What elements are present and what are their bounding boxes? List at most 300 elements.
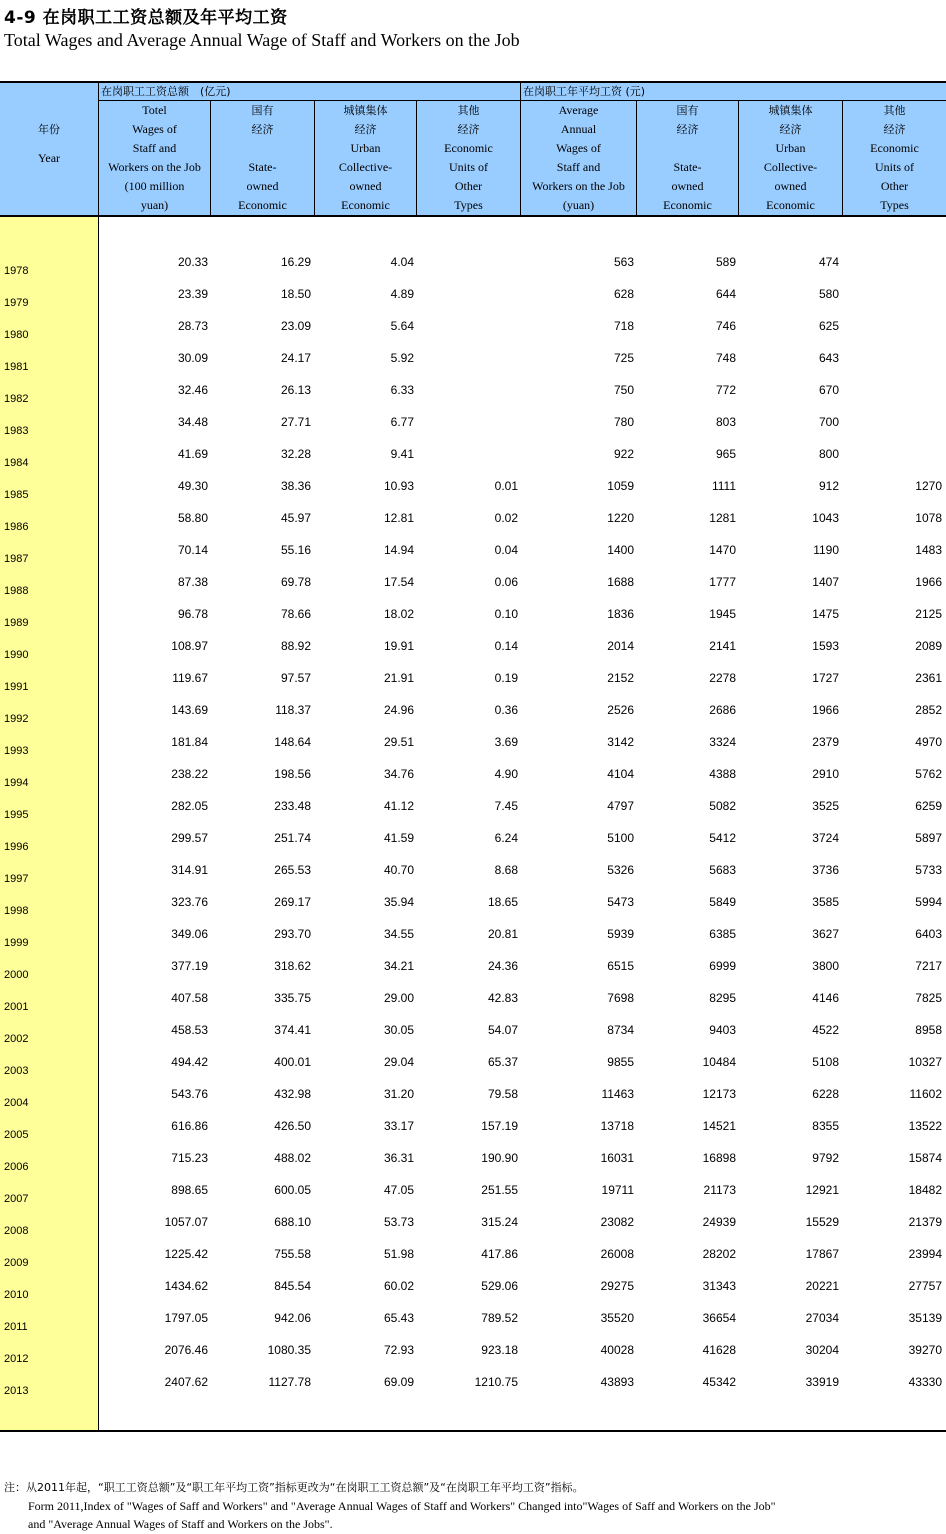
value-cell: 40.70 [383,863,414,877]
value-cell: 6.77 [390,415,414,429]
value-cell: 5683 [709,863,736,877]
value-cell: 8355 [812,1119,839,1133]
column-header-line: Workers on the Job [532,179,625,193]
value-cell: 34.76 [383,767,414,781]
note-cn: 注：从2011年起，“职工工资总额”及“职工年平均工资”指标更改为“在岗职工工资总额”及“在岗职工年平均工资”指标。 [4,1481,584,1494]
column-header-line: 经济 [779,123,802,136]
value-cell: 6.24 [494,831,518,845]
table-row [0,1087,946,1119]
table-row [0,1343,946,1375]
value-cell: 1190 [813,543,839,557]
value-cell: 688.10 [274,1215,311,1229]
year-cell: 2010 [4,1289,29,1301]
value-cell: 8734 [607,1023,634,1037]
value-cell: 1078 [915,511,942,525]
value-cell: 318.62 [274,959,311,973]
value-cell: 65.37 [487,1055,518,1069]
value-cell: 725 [613,351,634,365]
column-header [99,101,210,215]
table-row [0,1279,946,1311]
year-cell: 1992 [4,713,29,725]
column-header-line: Economic [341,198,390,212]
value-cell: 4146 [812,991,839,1005]
value-cell: 13718 [600,1119,634,1133]
value-cell: 1057.07 [164,1215,208,1229]
value-cell: 643 [818,351,839,365]
year-cell: 1999 [4,937,29,949]
value-cell: 458.53 [171,1023,208,1037]
value-cell: 12921 [805,1183,839,1197]
value-cell: 750 [613,383,634,397]
value-cell: 718 [613,319,634,333]
value-cell: 18.02 [383,607,414,621]
value-cell: 6228 [812,1087,839,1101]
year-cell: 1989 [4,617,29,629]
header-bottom-border [0,215,946,217]
value-cell: 8.68 [494,863,518,877]
value-cell: 335.75 [274,991,311,1005]
value-cell: 20.33 [177,255,208,269]
value-cell: 1281 [709,511,736,525]
value-cell: 845.54 [274,1279,311,1293]
column-header-line: Other [880,179,909,193]
table-row [0,1247,946,1279]
column-header-line: Types [454,198,483,212]
value-cell: 238.22 [171,767,208,781]
value-cell: 3627 [812,927,839,941]
value-cell: 6403 [915,927,942,941]
value-cell: 2852 [915,703,942,717]
value-cell: 87.38 [177,575,208,589]
value-cell: 26008 [600,1247,634,1261]
wages-table [0,81,946,1432]
column-header-line: Workers on the Job [108,160,201,174]
column-header-line: owned [349,179,382,193]
value-cell: 800 [818,447,839,461]
column-header-line: (100 million [124,179,185,193]
year-cell: 2004 [4,1097,29,1109]
value-cell: 72.93 [383,1343,414,1357]
column-header-line: Annual [560,122,597,136]
value-cell: 755.58 [274,1247,311,1261]
value-cell: 29275 [600,1279,634,1293]
value-cell: 670 [818,383,839,397]
value-cell: 15529 [805,1215,839,1229]
column-header-line: Staff and [556,160,601,174]
value-cell: 45.97 [280,511,311,525]
year-cell: 1998 [4,905,29,917]
column-header-line: Collective- [338,160,393,174]
column-header-line: State- [248,160,277,174]
value-cell: 0.10 [494,607,518,621]
value-cell: 34.21 [383,959,414,973]
value-cell: 11602 [909,1087,942,1101]
value-cell: 19.91 [383,639,414,653]
value-cell: 119.67 [172,671,208,685]
value-cell: 143.69 [171,703,208,717]
value-cell: 1220 [607,511,634,525]
value-cell: 4970 [915,735,942,749]
value-cell: 21379 [908,1215,942,1229]
note-en-line2: and "Average Annual Wages of Staff and Workers on the Jobs". [28,1517,333,1531]
value-cell: 27.71 [280,415,311,429]
value-cell: 35520 [600,1311,634,1325]
column-header-line: Urban [350,141,381,155]
value-cell: 35139 [908,1311,942,1325]
value-cell: 118.37 [275,703,311,717]
column-header [211,101,314,215]
column-header-line: 国有 [676,104,699,117]
column-header-line: 经济 [676,123,699,136]
value-cell: 17.54 [383,575,414,589]
value-cell: 349.06 [171,927,208,941]
value-cell: 2686 [709,703,736,717]
table-row [0,767,946,799]
value-cell: 2407.62 [164,1375,208,1389]
value-cell: 65.43 [383,1311,414,1325]
column-header-line: owned [671,179,704,193]
value-cell: 16898 [702,1151,736,1165]
table-row [0,287,946,319]
value-cell: 315.24 [481,1215,518,1229]
value-cell: 55.16 [280,543,311,557]
value-cell: 1966 [812,703,839,717]
column-header-line: Economic [870,141,919,155]
value-cell: 803 [715,415,736,429]
column-header [739,101,842,215]
table-row [0,511,946,543]
value-cell: 400.01 [274,1055,311,1069]
year-header-en: Year [37,151,61,165]
table-row [0,1055,946,1087]
value-cell: 47.05 [383,1183,414,1197]
value-cell: 7217 [915,959,942,973]
value-cell: 700 [818,415,839,429]
value-cell: 5473 [607,895,634,909]
value-cell: 24939 [702,1215,736,1229]
value-cell: 1407 [812,575,839,589]
value-cell: 26.13 [280,383,311,397]
value-cell: 922 [613,447,634,461]
value-cell: 43330 [908,1375,942,1389]
value-cell: 2089 [915,639,942,653]
value-cell: 88.92 [280,639,311,653]
value-cell: 323.76 [171,895,208,909]
column-header-line: State- [673,160,702,174]
value-cell: 18.65 [487,895,518,909]
value-cell: 5108 [812,1055,839,1069]
value-cell: 616.86 [171,1119,208,1133]
value-cell: 251.55 [481,1183,518,1197]
value-cell: 2125 [915,607,942,621]
table-row [0,863,946,895]
value-cell: 3.69 [494,735,518,749]
column-header-line: Types [880,198,909,212]
value-cell: 3585 [812,895,839,909]
value-cell: 1945 [709,607,736,621]
value-cell: 1043 [812,511,839,525]
table-row [0,1151,946,1183]
value-cell: 780 [613,415,634,429]
value-cell: 715.23 [171,1151,208,1165]
year-cell: 1996 [4,841,29,853]
column-header-line: Wages of [556,141,601,155]
value-cell: 36654 [702,1311,736,1325]
column-header-line: yuan) [140,198,169,212]
table-row [0,383,946,415]
value-cell: 58.80 [177,511,208,525]
column-header-line: 经济 [883,123,906,136]
value-cell: 3142 [607,735,634,749]
value-cell: 60.02 [383,1279,414,1293]
year-cell: 1993 [4,745,29,757]
value-cell: 2076.46 [164,1343,208,1357]
value-cell: 0.19 [494,671,518,685]
value-cell: 3800 [812,959,839,973]
value-cell: 3324 [709,735,736,749]
value-cell: 40028 [600,1343,634,1357]
column-header-line: 国有 [251,104,274,117]
value-cell: 96.78 [177,607,208,621]
table-row [0,1375,946,1407]
value-cell: 374.41 [274,1023,311,1037]
value-cell: 35.94 [383,895,414,909]
table-row [0,991,946,1023]
table-row [0,543,946,575]
table-row [0,351,946,383]
value-cell: 8958 [915,1023,942,1037]
value-cell: 589 [715,255,736,269]
column-header-line: Totel [142,103,167,117]
year-cell: 1994 [4,777,29,789]
note-en [28,1497,928,1533]
value-cell: 157.19 [481,1119,518,1133]
value-cell: 51.98 [383,1247,414,1261]
value-cell: 0.01 [494,479,518,493]
value-cell: 5994 [915,895,942,909]
value-cell: 5.92 [390,351,414,365]
value-cell: 45342 [702,1375,736,1389]
column-header-line: Economic [238,198,287,212]
value-cell: 2278 [709,671,736,685]
value-cell: 1797.05 [164,1311,208,1325]
value-cell: 20.81 [487,927,518,941]
value-cell: 912 [818,479,839,493]
value-cell: 789.52 [481,1311,518,1325]
value-cell: 580 [818,287,839,301]
value-cell: 41.59 [383,831,414,845]
column-header-line: Units of [875,160,914,174]
value-cell: 27757 [908,1279,942,1293]
value-cell: 97.57 [280,671,311,685]
value-cell: 15874 [908,1151,942,1165]
value-cell: 965 [715,447,736,461]
value-cell: 1434.62 [164,1279,208,1293]
value-cell: 10484 [702,1055,736,1069]
year-cell: 2000 [4,969,29,981]
column-header-line: (yuan) [562,198,595,212]
value-cell: 5762 [915,767,942,781]
value-cell: 746 [715,319,736,333]
value-cell: 6259 [915,799,942,813]
table-row [0,735,946,767]
table-row [0,415,946,447]
column-header-line: Average [558,103,599,117]
value-cell: 251.74 [274,831,311,845]
value-cell: 488.02 [274,1151,311,1165]
value-cell: 5412 [709,831,736,845]
value-cell: 494.42 [171,1055,208,1069]
group-header-average: 在岗职工年平均工资 (元) [523,85,646,98]
year-cell: 1978 [4,265,29,277]
value-cell: 12.81 [383,511,414,525]
value-cell: 644 [715,287,736,301]
value-cell: 10.93 [383,479,414,493]
page-title-en: Total Wages and Average Annual Wage of Staff and Workers on the Job [4,30,520,50]
column-header [843,101,946,215]
value-cell: 432.98 [274,1087,311,1101]
value-cell: 377.19 [171,959,208,973]
value-cell: 181.84 [171,735,208,749]
value-cell: 293.70 [274,927,311,941]
column-header-line: 经济 [457,123,480,136]
value-cell: 543.76 [171,1087,208,1101]
value-cell: 2379 [812,735,839,749]
year-cell: 2003 [4,1065,29,1077]
value-cell: 21.91 [383,671,414,685]
year-cell: 1987 [4,553,29,565]
column-header-line: Collective- [763,160,818,174]
group-header-total: 在岗职工工资总额 (亿元) [101,85,231,98]
table-row [0,1311,946,1343]
value-cell: 942.06 [274,1311,311,1325]
value-cell: 10327 [908,1055,942,1069]
value-cell: 1080.35 [267,1343,311,1357]
value-cell: 6385 [709,927,736,941]
value-cell: 4.90 [494,767,518,781]
year-cell: 2006 [4,1161,29,1173]
value-cell: 9792 [812,1151,839,1165]
value-cell: 5733 [915,863,942,877]
value-cell: 49.30 [177,479,208,493]
value-cell: 417.86 [481,1247,518,1261]
value-cell: 13522 [908,1119,942,1133]
value-cell: 2361 [915,671,942,685]
value-cell: 269.17 [274,895,311,909]
value-cell: 3724 [812,831,839,845]
column-header-line: 其他 [457,104,480,117]
column-header-line: 城镇集体 [343,104,388,117]
value-cell: 39270 [908,1343,942,1357]
value-cell: 33.17 [383,1119,414,1133]
value-cell: 18.50 [280,287,311,301]
value-cell: 14521 [702,1119,736,1133]
value-cell: 79.58 [487,1087,518,1101]
year-cell: 1997 [4,873,29,885]
table-row [0,959,946,991]
value-cell: 1270 [915,479,942,493]
value-cell: 6999 [709,959,736,973]
table-row [0,479,946,511]
value-cell: 5100 [607,831,634,845]
value-cell: 34.48 [177,415,208,429]
value-cell: 32.28 [280,447,311,461]
value-cell: 24.96 [383,703,414,717]
table-row [0,1119,946,1151]
value-cell: 1593 [812,639,839,653]
value-cell: 1225.42 [164,1247,208,1261]
table-row [0,671,946,703]
value-cell: 2141 [709,639,736,653]
year-cell: 1981 [4,361,29,373]
value-cell: 5939 [607,927,634,941]
year-cell: 2002 [4,1033,29,1045]
column-header [417,101,520,215]
year-cell: 1988 [4,585,29,597]
year-cell: 2013 [4,1385,29,1397]
value-cell: 38.36 [280,479,311,493]
value-cell: 1059 [607,479,634,493]
value-cell: 2910 [812,767,839,781]
value-cell: 43893 [600,1375,634,1389]
value-cell: 23.39 [177,287,208,301]
value-cell: 4797 [607,799,634,813]
column-header-line: Units of [449,160,488,174]
value-cell: 5849 [709,895,736,909]
value-cell: 4522 [812,1023,839,1037]
value-cell: 5326 [607,863,634,877]
year-header-cn: 年份 [38,123,60,136]
value-cell: 5.64 [390,319,414,333]
value-cell: 7825 [915,991,942,1005]
value-cell: 23082 [600,1215,634,1229]
value-cell: 2152 [607,671,634,685]
value-cell: 1483 [915,543,942,557]
column-header-line [211,139,314,158]
value-cell: 69.78 [280,575,311,589]
year-cell: 1982 [4,393,29,405]
value-cell: 0.04 [494,543,518,557]
value-cell: 1470 [709,543,736,557]
value-cell: 23.09 [280,319,311,333]
value-cell: 23994 [908,1247,942,1261]
value-cell: 600.05 [274,1183,311,1197]
table-row [0,799,946,831]
value-cell: 18482 [908,1183,942,1197]
value-cell: 0.02 [494,511,518,525]
value-cell: 31343 [702,1279,736,1293]
value-cell: 1966 [915,575,942,589]
value-cell: 563 [613,255,634,269]
value-cell: 12173 [702,1087,736,1101]
value-cell: 4.89 [390,287,414,301]
value-cell: 27034 [805,1311,839,1325]
column-header-line: Economic [766,198,815,212]
year-header [0,121,98,166]
value-cell: 1836 [607,607,634,621]
value-cell: 898.65 [171,1183,208,1197]
value-cell: 28202 [702,1247,736,1261]
value-cell: 282.05 [171,799,208,813]
value-cell: 30.05 [383,1023,414,1037]
value-cell: 78.66 [280,607,311,621]
table-row [0,1215,946,1247]
value-cell: 1688 [607,575,634,589]
value-cell: 2014 [607,639,634,653]
value-cell: 4.04 [390,255,414,269]
table-row [0,447,946,479]
value-cell: 7698 [607,991,634,1005]
